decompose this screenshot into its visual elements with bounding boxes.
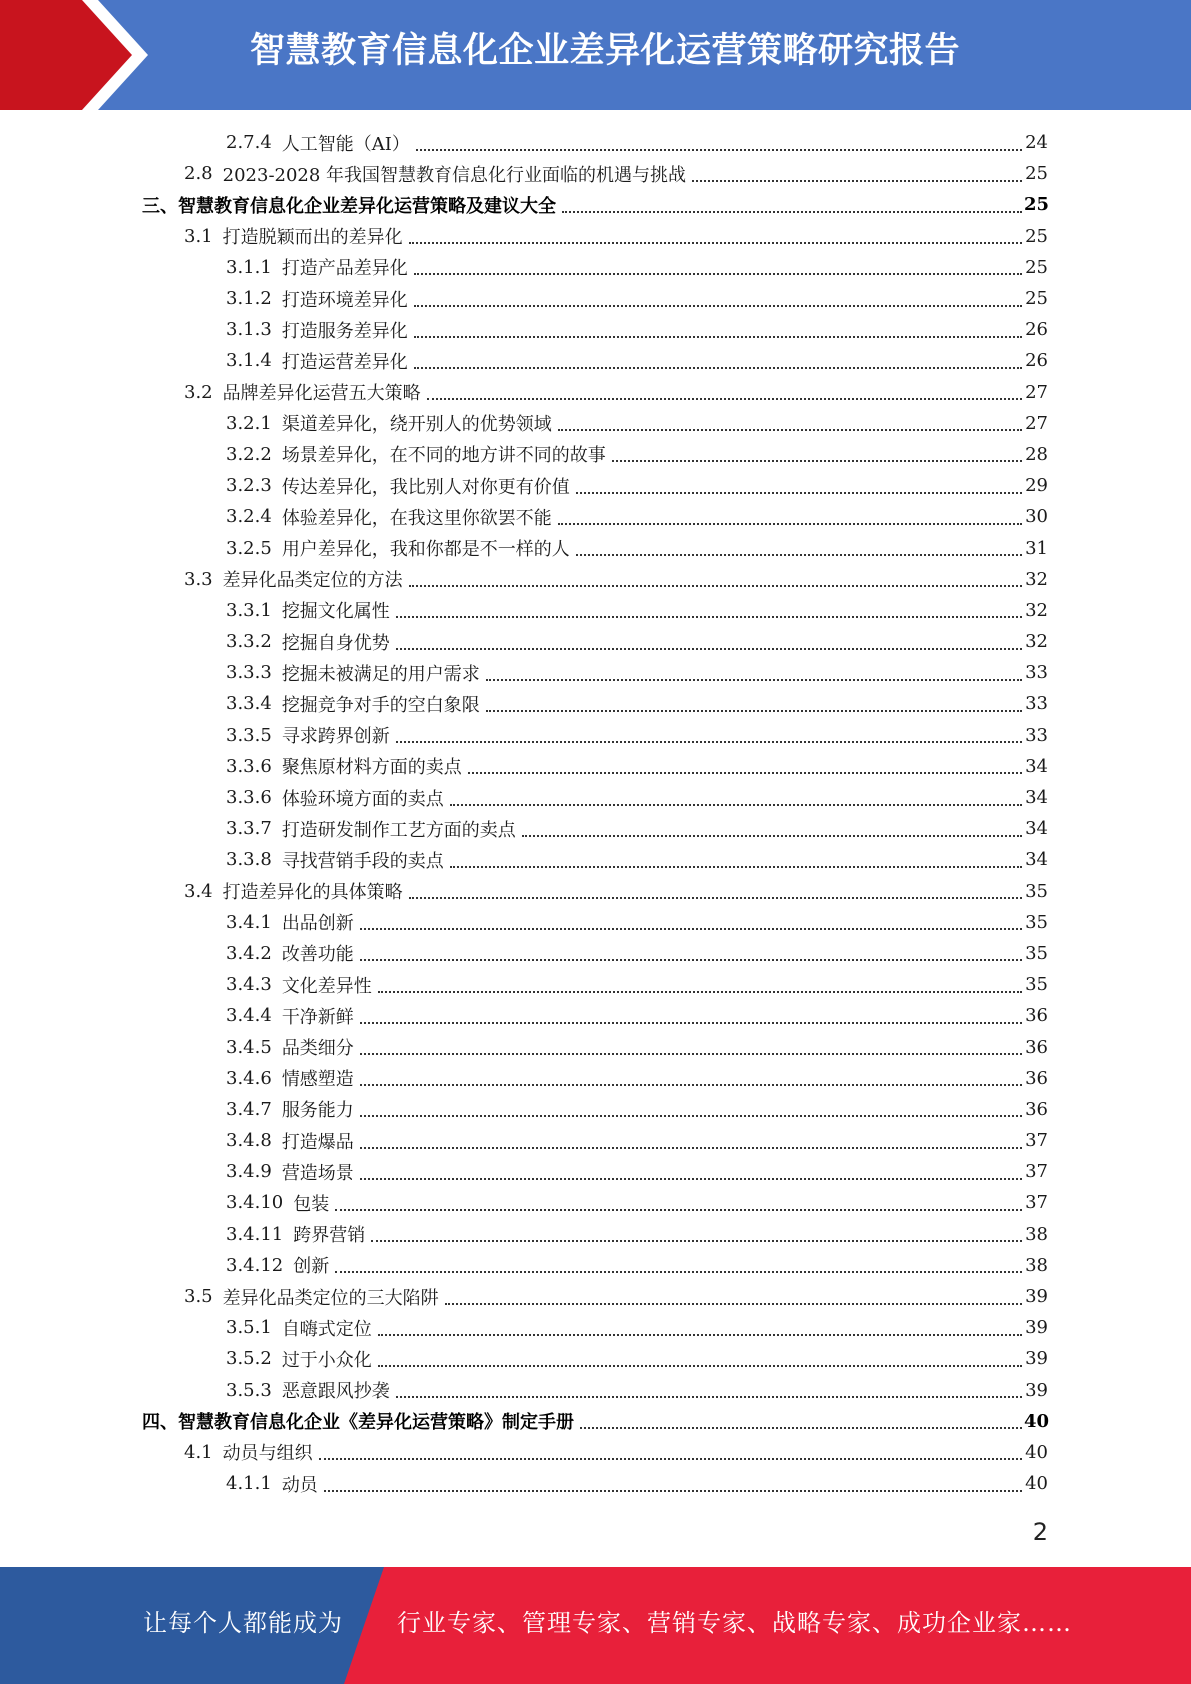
toc-entry[interactable] — [0, 969, 1191, 1000]
toc-dot-leader — [360, 928, 1022, 930]
toc-entry-number: 3.2.3 — [226, 475, 272, 497]
toc-entry-title: 干净新鲜 — [281, 1006, 354, 1028]
toc-entry-number: 3.4.11 — [226, 1223, 284, 1245]
toc-entry-title: 营造场景 — [281, 1162, 354, 1184]
toc-dot-leader — [360, 1115, 1022, 1117]
toc-entry-title: 情感塑造 — [281, 1069, 354, 1091]
toc-entry-title: 创新 — [293, 1256, 330, 1278]
toc-entry-number: 三、 — [142, 195, 178, 217]
toc-entry[interactable] — [0, 1312, 1191, 1343]
toc-entry-number: 3.1.1 — [226, 256, 272, 278]
toc-entry-number: 3.2.1 — [226, 412, 272, 434]
toc-entry-number: 3.2 — [184, 381, 213, 403]
toc-entry[interactable] — [0, 1281, 1191, 1312]
toc-entry[interactable] — [0, 688, 1191, 719]
toc-dot-leader — [360, 1022, 1022, 1024]
toc-entry-page: 38 — [1025, 1223, 1048, 1245]
toc-entry-page: 36 — [1025, 1067, 1048, 1089]
toc-dot-leader — [576, 492, 1022, 494]
toc-dot-leader — [335, 1209, 1022, 1211]
toc-entry-page: 36 — [1025, 1098, 1048, 1120]
toc-dot-leader — [360, 1178, 1022, 1180]
toc-entry-number: 3.3.5 — [226, 724, 272, 746]
toc-entry-number: 3.4.6 — [226, 1067, 272, 1089]
toc-entry-page: 39 — [1025, 1348, 1048, 1370]
toc-entry-page: 36 — [1025, 1036, 1048, 1058]
toc-entry-page: 25 — [1024, 194, 1050, 216]
toc-entry-page: 38 — [1025, 1254, 1048, 1276]
toc-dot-leader — [324, 1490, 1022, 1492]
toc-entry[interactable] — [0, 1187, 1191, 1218]
toc-entry-number: 3.3 — [184, 568, 213, 590]
toc-entry[interactable] — [0, 532, 1191, 563]
toc-entry-number: 3.2.2 — [226, 443, 272, 465]
footer-slogan-right: 行业专家、管理专家、营销专家、战略专家、成功企业家…… — [397, 1609, 1072, 1637]
toc-entry-number: 3.3.1 — [226, 599, 272, 621]
toc-entry-number: 3.1.2 — [226, 288, 272, 310]
toc-entry-page: 26 — [1025, 319, 1048, 341]
toc-entry-page: 35 — [1025, 911, 1048, 933]
toc-entry[interactable] — [0, 1468, 1191, 1499]
toc-dot-leader — [360, 959, 1022, 961]
toc-entry-number: 3.4 — [184, 880, 213, 902]
toc-entry-title: 体验差异化，在我这里你欲罢不能 — [281, 507, 552, 529]
document-title: 智慧教育信息化企业差异化运营策略研究报告 — [249, 31, 960, 71]
toc-entry-title: 打造环境差异化 — [281, 289, 408, 311]
toc-entry-number: 3.3.3 — [226, 662, 272, 684]
toc-entry-page: 40 — [1025, 1441, 1048, 1463]
toc-entry-number: 3.2.5 — [226, 537, 272, 559]
toc-dot-leader — [360, 1053, 1022, 1055]
toc-entry-number: 4.1 — [184, 1441, 213, 1463]
toc-entry-page: 28 — [1025, 443, 1048, 465]
toc-entry-title: 品类细分 — [281, 1038, 354, 1060]
toc-entry[interactable] — [0, 314, 1191, 345]
toc-entry-page: 33 — [1025, 693, 1048, 715]
toc-entry-title: 出品创新 — [281, 913, 354, 935]
toc-entry-page: 37 — [1025, 1192, 1048, 1214]
toc-entry-number: 3.1.4 — [226, 350, 272, 372]
toc-entry-number: 3.3.7 — [226, 818, 272, 840]
toc-entry-title: 体验环境方面的卖点 — [281, 788, 444, 810]
toc-entry[interactable] — [0, 626, 1191, 657]
toc-entry-title: 用户差异化，我和你都是不一样的人 — [281, 539, 570, 561]
toc-entry-title: 品牌差异化运营五大策略 — [222, 383, 421, 405]
toc-entry[interactable] — [0, 252, 1191, 283]
toc-entry-page: 25 — [1025, 256, 1048, 278]
toc-entry[interactable] — [0, 1437, 1191, 1468]
toc-entry[interactable] — [0, 751, 1191, 782]
toc-dot-leader — [414, 273, 1022, 275]
toc-entry[interactable] — [0, 1406, 1191, 1437]
toc-entry[interactable] — [0, 377, 1191, 408]
toc-entry-page: 32 — [1025, 631, 1048, 653]
toc-entry-page: 25 — [1025, 225, 1048, 247]
toc-dot-leader — [427, 398, 1022, 400]
toc-dot-leader — [486, 679, 1022, 681]
toc-entry[interactable] — [0, 938, 1191, 969]
toc-entry-title: 智慧教育信息化企业《差异化运营策略》制定手册 — [178, 1412, 574, 1434]
toc-entry[interactable] — [0, 470, 1191, 501]
toc-dot-leader — [445, 1303, 1022, 1305]
toc-entry-page: 27 — [1025, 412, 1048, 434]
toc-entry-page: 35 — [1025, 974, 1048, 996]
toc-dot-leader — [576, 554, 1022, 556]
toc-dot-leader — [371, 1240, 1022, 1242]
toc-dot-leader — [396, 616, 1022, 618]
toc-entry[interactable] — [0, 844, 1191, 875]
toc-entry[interactable] — [0, 876, 1191, 907]
toc-dot-leader — [522, 835, 1022, 837]
toc-entry-title: 打造产品差异化 — [281, 258, 408, 280]
toc-entry-page: 34 — [1025, 849, 1048, 871]
toc-entry-number: 3.4.12 — [226, 1254, 284, 1276]
toc-entry-page: 33 — [1025, 724, 1048, 746]
toc-entry-number: 3.4.9 — [226, 1161, 272, 1183]
toc-entry-number: 3.4.10 — [226, 1192, 284, 1214]
toc-entry[interactable] — [0, 657, 1191, 688]
toc-dot-leader — [558, 429, 1022, 431]
toc-entry[interactable] — [0, 1125, 1191, 1156]
toc-entry-number: 3.5.1 — [226, 1317, 272, 1339]
toc-entry-number: 2.7.4 — [226, 132, 272, 154]
toc-dot-leader — [409, 585, 1022, 587]
toc-entry-title: 打造脱颖而出的差异化 — [222, 227, 403, 249]
toc-entry-title: 包装 — [293, 1193, 330, 1215]
toc-dot-leader — [450, 804, 1022, 806]
toc-entry-number: 3.4.5 — [226, 1036, 272, 1058]
toc-entry-title: 人工智能（AI） — [281, 133, 410, 155]
toc-entry-number: 3.4.2 — [226, 942, 272, 964]
toc-entry[interactable] — [0, 1000, 1191, 1031]
toc-entry-page: 40 — [1024, 1410, 1050, 1432]
toc-entry[interactable] — [0, 408, 1191, 439]
toc-entry-title: 过于小众化 — [281, 1349, 372, 1371]
toc-entry-number: 3.4.1 — [226, 911, 272, 933]
toc-entry[interactable] — [0, 1094, 1191, 1125]
toc-entry-title: 动员 — [281, 1474, 318, 1496]
toc-entry-number: 3.4.7 — [226, 1098, 272, 1120]
toc-entry-page: 32 — [1025, 599, 1048, 621]
toc-entry-title: 文化差异性 — [281, 975, 372, 997]
toc-entry[interactable] — [0, 283, 1191, 314]
toc-entry-number: 2.8 — [184, 163, 213, 185]
toc-entry-title: 挖掘文化属性 — [281, 601, 390, 623]
toc-entry-number: 3.1.3 — [226, 319, 272, 341]
toc-entry-title: 打造差异化的具体策略 — [222, 882, 403, 904]
page-header — [0, 0, 1191, 110]
toc-entry-page: 39 — [1025, 1286, 1048, 1308]
toc-entry-page: 29 — [1025, 475, 1048, 497]
page-number: 2 — [1032, 1518, 1048, 1546]
toc-entry-title: 打造运营差异化 — [281, 351, 408, 373]
toc-entry-page: 27 — [1025, 381, 1048, 403]
toc-dot-leader — [450, 866, 1022, 868]
footer-slogan-left: 让每个人都能成为 — [143, 1609, 343, 1637]
toc-dot-leader — [414, 367, 1022, 369]
toc-dot-leader — [692, 180, 1022, 182]
toc-dot-leader — [558, 523, 1022, 525]
toc-dot-leader — [580, 1427, 1022, 1429]
toc-entry-page: 39 — [1025, 1317, 1048, 1339]
toc-dot-leader — [396, 1396, 1022, 1398]
toc-dot-leader — [378, 991, 1022, 993]
toc-entry-title: 挖掘自身优势 — [281, 632, 390, 654]
toc-entry-page: 31 — [1025, 537, 1048, 559]
toc-entry[interactable] — [0, 1156, 1191, 1187]
toc-dot-leader — [360, 1147, 1022, 1149]
toc-entry-page: 25 — [1025, 288, 1048, 310]
toc-entry-page: 25 — [1025, 163, 1048, 185]
toc-dot-leader — [416, 149, 1022, 151]
toc-entry-title: 差异化品类定位的三大陷阱 — [222, 1287, 439, 1309]
toc-entry[interactable] — [0, 907, 1191, 938]
toc-dot-leader — [396, 741, 1022, 743]
toc-entry-page: 35 — [1025, 942, 1048, 964]
toc-entry[interactable] — [0, 221, 1191, 252]
toc-entry-number: 3.5 — [184, 1286, 213, 1308]
toc-entry-title: 跨界营销 — [293, 1225, 366, 1247]
toc-entry-number: 3.3.8 — [226, 849, 272, 871]
toc-dot-leader — [414, 336, 1022, 338]
toc-entry-title: 聚焦原材料方面的卖点 — [281, 757, 462, 779]
toc-entry-title: 恶意跟风抄袭 — [281, 1381, 390, 1403]
toc-entry-number: 3.3.2 — [226, 631, 272, 653]
toc-entry-title: 打造服务差异化 — [281, 320, 408, 342]
toc-entry[interactable] — [0, 813, 1191, 844]
toc-entry[interactable] — [0, 782, 1191, 813]
toc-entry-title: 寻求跨界创新 — [281, 726, 390, 748]
toc-entry[interactable] — [0, 564, 1191, 595]
toc-entry-page: 34 — [1025, 818, 1048, 840]
toc-entry[interactable] — [0, 345, 1191, 376]
toc-entry-page: 34 — [1025, 787, 1048, 809]
toc-entry-page: 32 — [1025, 568, 1048, 590]
toc-entry-number: 3.5.3 — [226, 1379, 272, 1401]
toc-entry-title: 智慧教育信息化企业差异化运营策略及建议大全 — [178, 195, 556, 217]
toc-dot-leader — [409, 242, 1022, 244]
toc-entry-title: 传达差异化，我比别人对你更有价值 — [281, 476, 570, 498]
toc-entry-title: 自嗨式定位 — [281, 1318, 372, 1340]
toc-entry-page: 37 — [1025, 1130, 1048, 1152]
toc-entry-title: 挖掘未被满足的用户需求 — [281, 663, 480, 685]
toc-dot-leader — [414, 305, 1022, 307]
toc-entry[interactable] — [0, 595, 1191, 626]
toc-entry-number: 3.2.4 — [226, 506, 272, 528]
toc-entry-number: 3.3.4 — [226, 693, 272, 715]
toc-entry-number: 3.3.6 — [226, 755, 272, 777]
toc-entry-page: 39 — [1025, 1379, 1048, 1401]
toc-entry-page: 40 — [1025, 1473, 1048, 1495]
toc-entry-title: 差异化品类定位的方法 — [222, 570, 403, 592]
toc-entry-number: 3.1 — [184, 225, 213, 247]
toc-dot-leader — [335, 1271, 1022, 1273]
toc-entry-page: 34 — [1025, 755, 1048, 777]
toc-entry-page: 30 — [1025, 506, 1048, 528]
toc-entry-page: 37 — [1025, 1161, 1048, 1183]
toc-dot-leader — [562, 211, 1022, 213]
toc-entry[interactable] — [0, 1250, 1191, 1281]
toc-entry-title: 改善功能 — [281, 944, 354, 966]
toc-dot-leader — [360, 1084, 1022, 1086]
toc-entry-page: 35 — [1025, 880, 1048, 902]
toc-entry-title: 寻找营销手段的卖点 — [281, 850, 444, 872]
toc-entry[interactable] — [0, 189, 1191, 220]
toc-entry-page: 33 — [1025, 662, 1048, 684]
toc-dot-leader — [396, 648, 1022, 650]
toc-entry-number: 四、 — [142, 1412, 178, 1434]
toc-entry-number: 3.4.8 — [226, 1130, 272, 1152]
toc-entry-page: 26 — [1025, 350, 1048, 372]
toc-entry-title: 动员与组织 — [222, 1443, 313, 1465]
toc-dot-leader — [378, 1334, 1022, 1336]
toc-entry[interactable] — [0, 158, 1191, 189]
toc-dot-leader — [378, 1365, 1022, 1367]
toc-entry-number: 3.4.3 — [226, 974, 272, 996]
table-of-contents — [0, 127, 1191, 1499]
toc-entry[interactable] — [0, 1343, 1191, 1374]
toc-entry-title: 打造爆品 — [281, 1131, 354, 1153]
page-footer — [0, 1567, 1191, 1684]
toc-entry[interactable] — [0, 1219, 1191, 1250]
toc-entry[interactable] — [0, 1375, 1191, 1406]
toc-dot-leader — [612, 460, 1022, 462]
toc-entry[interactable] — [0, 1063, 1191, 1094]
toc-dot-leader — [409, 897, 1022, 899]
toc-entry-number: 3.5.2 — [226, 1348, 272, 1370]
toc-entry-page: 36 — [1025, 1005, 1048, 1027]
toc-entry[interactable] — [0, 127, 1191, 158]
toc-entry-title: 场景差异化，在不同的地方讲不同的故事 — [281, 445, 606, 467]
toc-entry-title: 挖掘竞争对手的空白象限 — [281, 694, 480, 716]
toc-dot-leader — [319, 1458, 1022, 1460]
toc-entry[interactable] — [0, 501, 1191, 532]
toc-dot-leader — [468, 772, 1022, 774]
toc-entry-page: 24 — [1025, 132, 1048, 154]
toc-entry-number: 4.1.1 — [226, 1473, 272, 1495]
toc-entry-title: 服务能力 — [281, 1100, 354, 1122]
toc-entry-title: 2023-2028 年我国智慧教育信息化行业面临的机遇与挑战 — [222, 164, 687, 186]
toc-dot-leader — [486, 710, 1022, 712]
toc-entry[interactable] — [0, 720, 1191, 751]
toc-entry[interactable] — [0, 1031, 1191, 1062]
toc-entry-title: 渠道差异化，绕开别人的优势领域 — [281, 414, 552, 436]
toc-entry-title: 打造研发制作工艺方面的卖点 — [281, 819, 516, 841]
toc-entry[interactable] — [0, 439, 1191, 470]
toc-entry-number: 3.4.4 — [226, 1005, 272, 1027]
toc-entry-number: 3.3.6 — [226, 787, 272, 809]
